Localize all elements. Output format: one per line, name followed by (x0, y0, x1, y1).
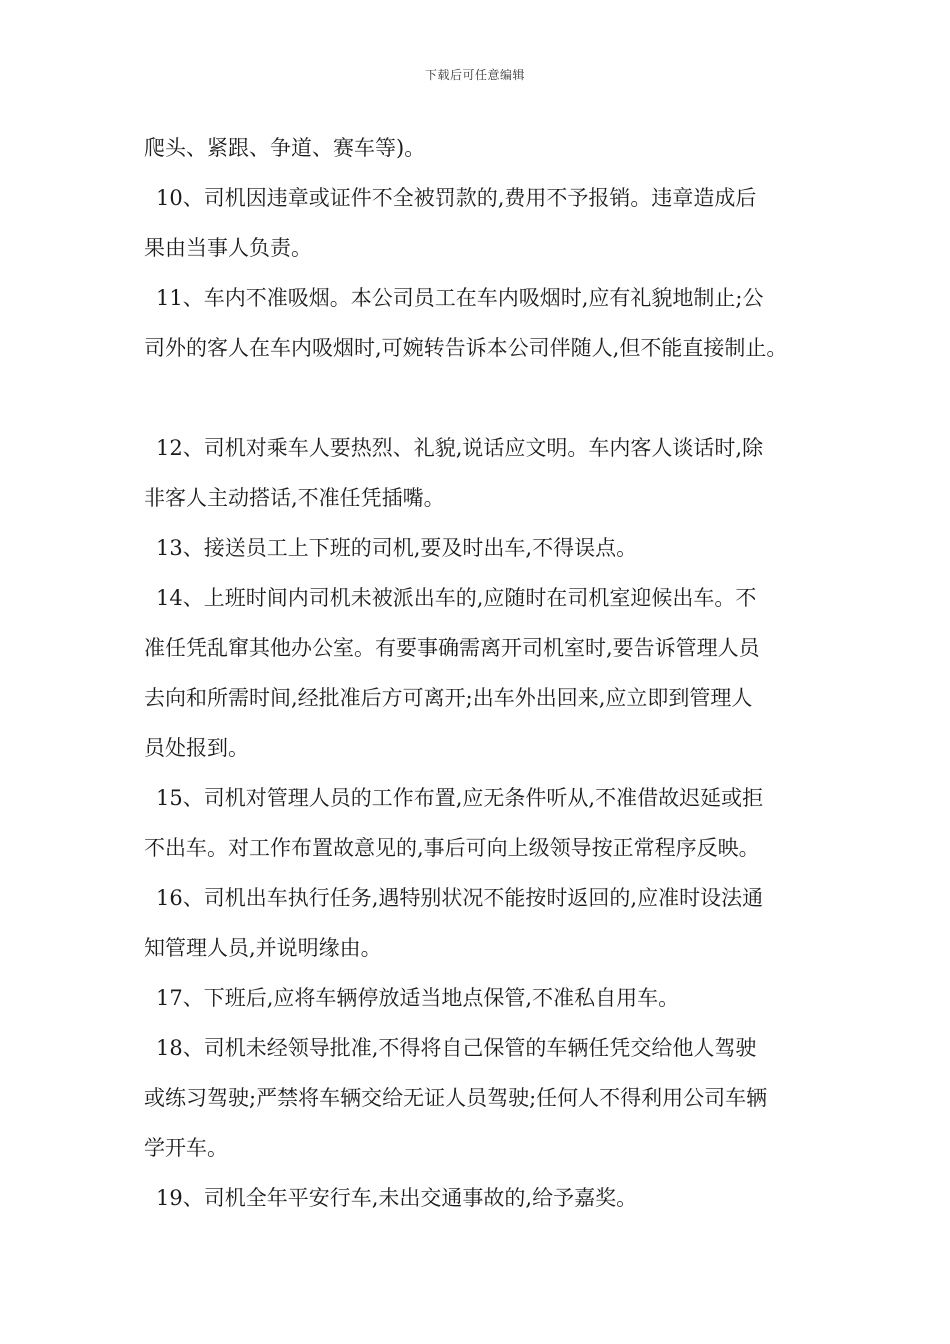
rule-18-line-1: 18、司机未经领导批准,不得将自己保管的车辆任凭交给他人驾驶 (156, 1036, 757, 1060)
rule-11-line-1: 11、车内不准吸烟。本公司员工在车内吸烟时,应有礼貌地制止;公 (156, 286, 764, 310)
paragraph-gap (144, 378, 824, 428)
rule-12-line-1: 12、司机对乘车人要热烈、礼貌,说话应文明。车内客人谈话时,除 (156, 436, 764, 460)
page-header: 下载后可任意编辑 (424, 68, 525, 82)
rule-18-line-2: 或练习驾驶;严禁将车辆交给无证人员驾驶;任何人不得利用公司车辆 (144, 1086, 768, 1110)
rule-15-line-2: 不出车。对工作布置故意见的,事后可向上级领导按正常程序反映。 (144, 836, 760, 860)
rule-14-line-3: 去向和所需时间,经批准后方可离开;出车外出回来,应立即到管理人 (144, 686, 753, 710)
rule-16-line-2: 知管理人员,并说明缘由。 (144, 936, 382, 960)
text-line: 爬头、紧跟、争道、赛车等)。 (144, 136, 426, 160)
rule-10-line-1: 10、司机因违章或证件不全被罚款的,费用不予报销。违章造成后 (156, 186, 757, 210)
rule-11-line-2: 司外的客人在车内吸烟时,可婉转告诉本公司伴随人,但不能直接制止。 (144, 336, 788, 360)
rule-14-line-1: 14、上班时间内司机未被派出车的,应随时在司机室迎候出车。不 (156, 586, 757, 610)
rule-10-line-2: 果由当事人负责。 (144, 236, 312, 260)
rule-16-line-1: 16、司机出车执行任务,遇特别状况不能按时返回的,应准时设法通 (156, 886, 764, 910)
rule-14-line-4: 员处报到。 (144, 736, 249, 760)
rule-13-line-1: 13、接送员工上下班的司机,要及时出车,不得误点。 (156, 536, 638, 560)
rule-12-line-2: 非客人主动搭话,不准任凭插嘴。 (144, 486, 445, 510)
rule-18-line-3: 学开车。 (144, 1136, 228, 1160)
rule-15-line-1: 15、司机对管理人员的工作布置,应无条件听从,不准借故迟延或拒 (156, 786, 764, 810)
rule-14-line-2: 准任凭乱窜其他办公室。有要事确需离开司机室时,要告诉管理人员 (144, 636, 760, 660)
rule-17-line-1: 17、下班后,应将车辆停放适当地点保管,不准私自用车。 (156, 986, 680, 1010)
document-body (144, 128, 824, 1228)
rule-19-line-1: 19、司机全年平安行车,未出交通事故的,给予嘉奖。 (156, 1186, 638, 1210)
